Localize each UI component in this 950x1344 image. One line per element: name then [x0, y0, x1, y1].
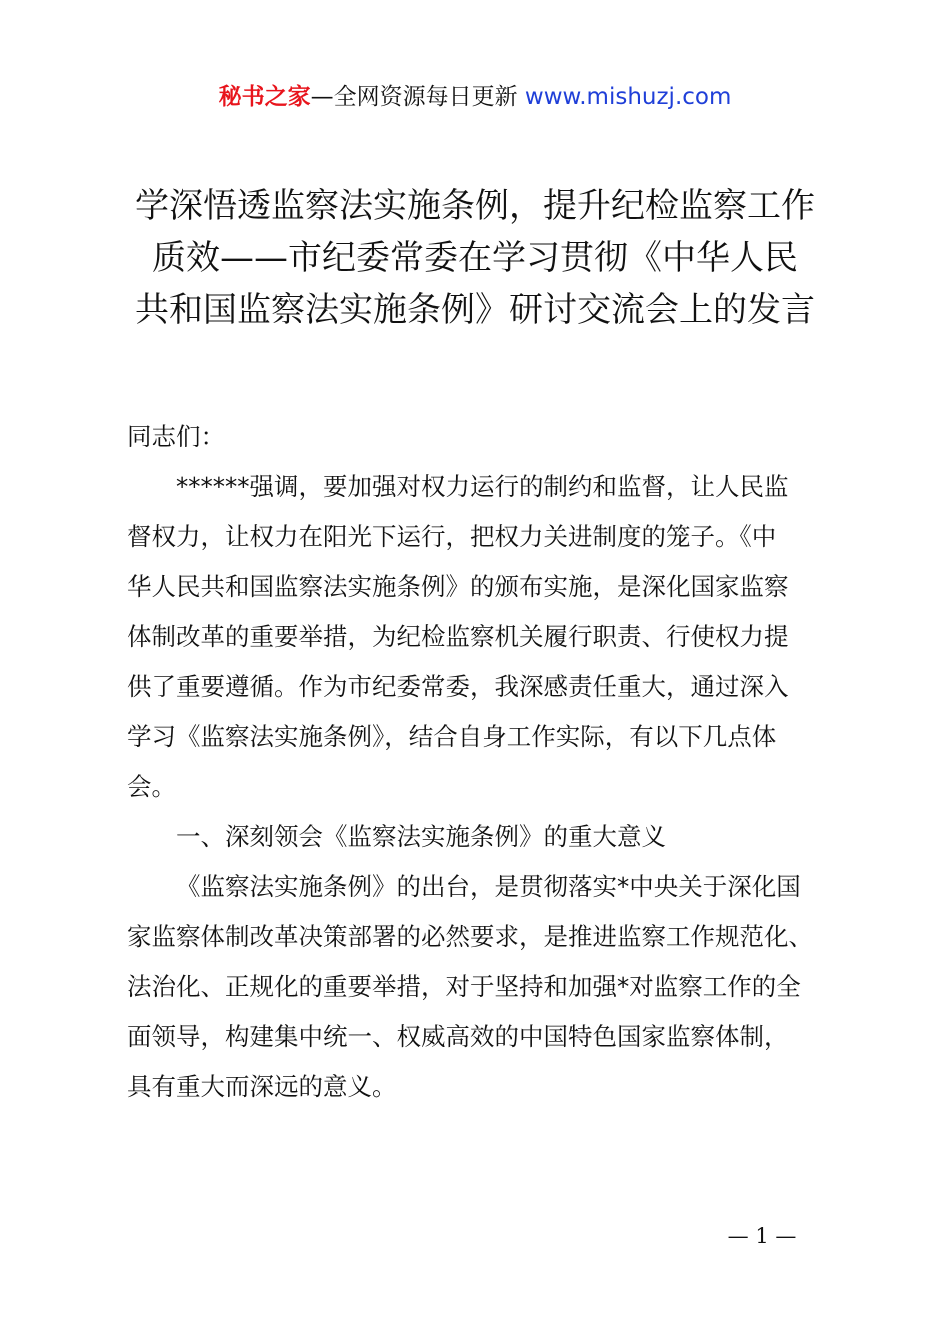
text-line: 体制改革的重要举措，为纪检监察机关履行职责、行使权力提: [127, 622, 789, 651]
text-line: 华人民共和国监察法实施条例》的颁布实施，是深化国家监察: [127, 572, 789, 601]
text-line: 家监察体制改革决策部署的必然要求，是推进监察工作规范化、: [127, 922, 813, 951]
title-line: 共和国监察法实施条例》研讨交流会上的发言: [135, 290, 815, 330]
text-line: 《监察法实施条例》的出台，是贯彻落实*中央关于深化国: [176, 872, 801, 901]
text-line: 督权力，让权力在阳光下运行，把权力关进制度的笼子。《中: [127, 522, 777, 551]
text-line: 法治化、正规化的重要举措，对于坚持和加强*对监察工作的全: [127, 972, 801, 1001]
salutation-paragraph: [127, 412, 831, 462]
section-heading: [127, 812, 831, 862]
title-line: 质效——市纪委常委在学习贯彻《中华人民: [152, 238, 798, 278]
site-url-link[interactable]: www.mishuzj.com: [524, 84, 732, 110]
salutation: 同志们：: [127, 422, 225, 451]
site-tagline: —全网资源每日更新: [310, 84, 518, 110]
page-number: — 1 —: [727, 1224, 797, 1248]
text-line: ******强调，要加强对权力运行的制约和监督，让人民监: [176, 472, 789, 501]
text-line: 学习《监察法实施条例》，结合自身工作实际，有以下几点体: [127, 722, 777, 751]
site-brand: 秘书之家: [218, 84, 311, 110]
document-title: [110, 180, 840, 336]
section-heading-text: 一、深刻领会《监察法实施条例》的重大意义: [176, 822, 666, 851]
text-line: 面领导，构建集中统一、权威高效的中国特色国家监察体制，: [127, 1022, 789, 1051]
text-line: 供了重要遵循。作为市纪委常委，我深感责任重大，通过深入: [127, 672, 789, 701]
text-line: 具有重大而深远的意义。: [127, 1072, 397, 1101]
text-line: 会。: [127, 772, 176, 801]
document-body: [127, 412, 831, 1112]
site-header: [0, 82, 950, 112]
title-line: 学深悟透监察法实施条例，提升纪检监察工作: [135, 186, 815, 226]
section-paragraph: [127, 862, 831, 1112]
intro-paragraph: [127, 462, 831, 812]
